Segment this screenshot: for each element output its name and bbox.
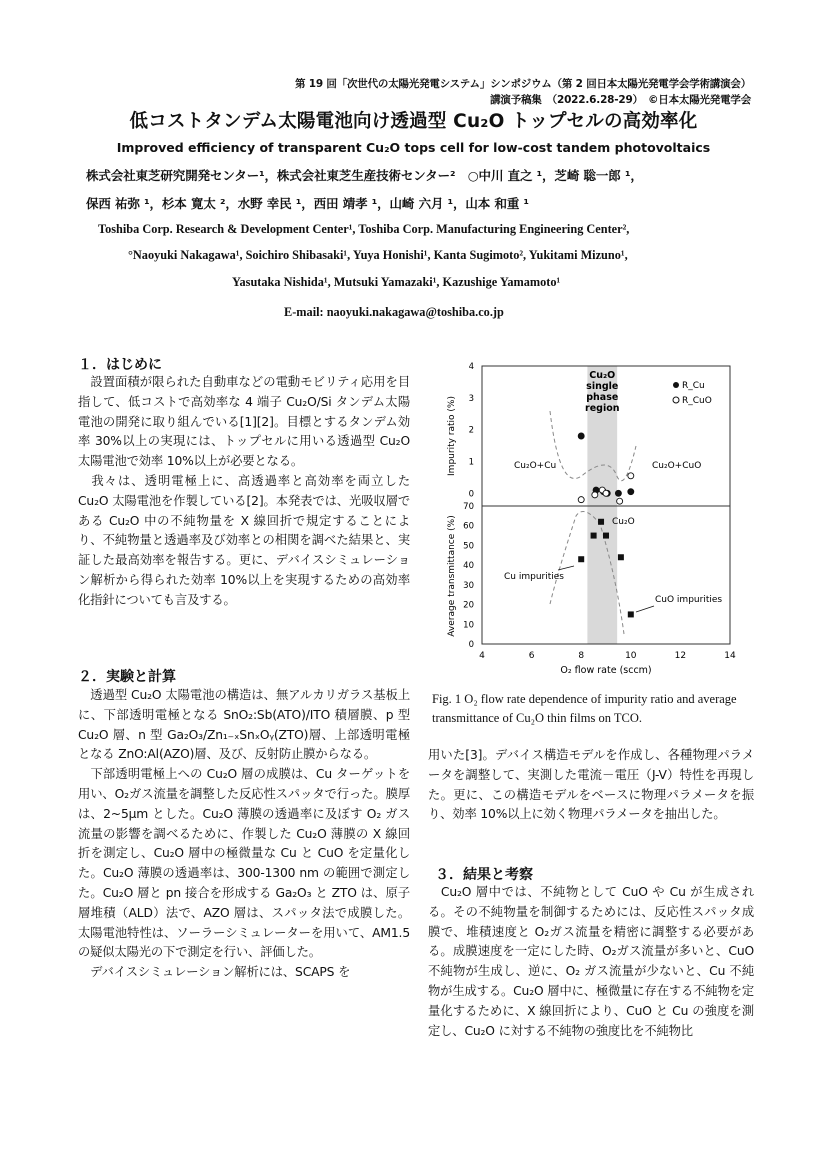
- legend-r-cuo: R_CuO: [682, 396, 712, 406]
- label-cu2o-cu: Cu₂O+Cu: [514, 461, 557, 471]
- authors-ja-line1: 株式会社東芝研究開発センター¹，株式会社東芝生産技術センター² ○中川 直之 ¹，芝崎 聡一郎 ¹，: [86, 168, 643, 183]
- bottom-y-tick-labels: [463, 502, 474, 650]
- x-tick-labels: [479, 651, 736, 661]
- email: E-mail: naoyuki.nakagawa@toshiba.co.jp: [284, 305, 504, 319]
- arrow-cuo-impurities: [636, 606, 654, 612]
- bottom-y-tick-label: 0: [468, 640, 474, 650]
- authors-en-line2: Yasutaka Nishida¹, Mutsuki Yamazaki¹, Kazushige Yamamoto¹: [232, 275, 561, 289]
- r-cu-point: [578, 433, 584, 439]
- transmittance-point: [603, 533, 609, 539]
- top-y-tick-label: 1: [468, 457, 474, 468]
- top-y-tick-labels: [469, 362, 474, 499]
- bottom-y-tick-label: 50: [463, 541, 474, 552]
- title-english: Improved efficiency of transparent Cu₂O tops cell for low-cost tandem photovoltaics: [116, 140, 711, 155]
- authors-ja-line2: 保西 祐弥 ¹，杉本 寛太 ²，水野 幸民 ¹，西田 靖孝 ¹，山崎 六月 ¹，山本 和重 ¹: [86, 196, 529, 211]
- transmittance-point: [591, 533, 597, 539]
- legend-marker-r-cuo: [673, 397, 679, 403]
- proceedings-header-line2: 講演予稿集 （2022.6.28-29） ©日本太陽光発電学会: [490, 94, 751, 106]
- x-axis-label: O₂ flow rate (sccm): [560, 665, 652, 676]
- r-cuo-point: [592, 492, 598, 498]
- band-label-line2: single: [586, 381, 619, 392]
- bottom-y-tick-label: 20: [463, 600, 474, 611]
- band-label-line3: phase: [586, 392, 619, 403]
- transmittance-point: [598, 519, 604, 525]
- section-1-body: [78, 373, 410, 611]
- section-2-paragraph-3: デバイスシミュレーション解析には、SCAPS を: [78, 965, 351, 980]
- top-y-tick-label: 4: [468, 362, 474, 372]
- band-label-line4: region: [585, 403, 620, 414]
- legend-marker-r-cu: [673, 382, 679, 388]
- x-tick-label: 6: [528, 651, 535, 661]
- section-2-paragraph-2: 下部透明電極上への Cu₂O 層の成膜は、Cu ターゲットを用い、O₂ガス流量を調整した反応性スパッタで行った。膜厚は、2~5μm とした。Cu₂O 薄膜の透過率に及ぼす O₂ ガス流量の影響を調べるために、作製した Cu₂O 薄膜の X 線回折を測定し、Cu₂O 層中の極微量な Cu と CuO を定量化した。Cu₂O 薄膜の透過率は、300-1300 nm の範囲で測定した。Cu₂O 層と pn 接合を形成する Ga₂O₃ と ZTO は、原子層堆積（ALD）法で、AZO 層は、スパッタ法で成膜した。太陽電池特性は、ソーラーシミュレーターを用いて、AM1.5 の疑似太陽光の下で測定を行い、評価した。: [78, 767, 410, 960]
- figure-1-chart: [440, 356, 740, 686]
- label-cu2o: Cu₂O: [612, 517, 635, 527]
- bottom-y-tick-label: 70: [463, 502, 474, 512]
- top-y-axis-label: Impurity ratio (%): [447, 396, 457, 476]
- label-cuo-impurities: CuO impurities: [655, 595, 723, 605]
- authors-en-line1: °Naoyuki Nakagawa¹, Soichiro Shibasaki¹, Yuya Honishi¹, Kanta Sugimoto², Yukitami Mizuno¹,: [128, 248, 628, 262]
- r-cuo-point: [628, 473, 634, 479]
- proceedings-header-line1: 第 19 回「次世代の太陽光発電システム」シンポジウム（第 2 回日本太陽光発電学会学術講演会）: [294, 78, 751, 90]
- band-label-line1: Cu₂O: [589, 370, 616, 381]
- r-cu-point: [628, 489, 634, 495]
- bottom-y-tick-label: 40: [463, 561, 474, 572]
- x-tick-label: 10: [625, 651, 637, 661]
- transmittance-point: [578, 556, 584, 562]
- section-2-paragraph-1: 透過型 Cu₂O 太陽電池の構造は、無アルカリガラス基板上に、下部透明電極となる SnO₂:Sb(ATO)/ITO 積層膜、p 型 Cu₂O 層、n 型 Ga₂O₃/Zn₁₋ₓSnₓOᵧ(ZTO)層、上部透明電極となる ZnO:Al(AZO)層、及び、反射防止膜からなる。: [78, 688, 410, 762]
- transmittance-point: [628, 611, 634, 617]
- section-2-body: [78, 686, 410, 983]
- x-tick-label: 4: [479, 651, 485, 661]
- section-2-continuation: 用いた[3]。デバイス構造モデルを作成し、各種物理パラメータを調整して、実測した電流－電圧（J-V）特性を再現した。更に、この構造モデルをベースに物理パラメータを振り、効率 10%以上に効く物理パラメータを抽出した。: [428, 748, 754, 822]
- section-1-paragraph-1: 設置面積が限られた自動車などの電動モビリティ応用を目指して、低コストで高効率な 4 端子 Cu₂O/Si タンデム太陽電池の開発に取り組んでいる[1][2]。目標とするタンデム効率 30%以上の実現には、トップセルに用いる透過型 Cu₂O 太陽電池で効率 10%以上が必要となる。: [78, 375, 410, 469]
- bottom-y-tick-label: 10: [463, 620, 474, 631]
- r-cuo-point: [578, 497, 584, 503]
- label-cu-impurities: Cu impurities: [504, 572, 564, 582]
- top-y-tick-label: 2: [468, 425, 474, 436]
- x-tick-label: 12: [674, 651, 687, 661]
- transmittance-point: [618, 554, 624, 560]
- top-y-tick-label: 3: [468, 393, 474, 404]
- top-y-tick-label: 0: [468, 489, 474, 500]
- bottom-y-tick-label: 30: [463, 580, 474, 591]
- label-cu2o-cuo: Cu₂O+CuO: [652, 461, 702, 471]
- affiliations-en: Toshiba Corp. Research & Development Center¹, Toshiba Corp. Manufacturing Engineering Center²,: [98, 222, 630, 236]
- legend-r-cu: R_Cu: [682, 381, 705, 391]
- figure-caption: Fig. 1 O₂ flow rate dependence of impurity ratio and average transmittance of Cu₂O thin films on TCO.: [432, 692, 737, 725]
- section-2-heading: ２．実験と計算: [78, 669, 176, 685]
- r-cuo-point: [617, 498, 623, 504]
- section-3-body: Cu₂O 層中では、不純物として CuO や Cu が生成される。その不純物量を制御するためには、反応性スパッタ成膜で、堆積速度と O₂ガス流量を精密に調整する必要がある。成膜速度を一定にした時、O₂ガス流量が多いと、CuO 不純物が生成し、逆に、O₂ ガス流量が少ないと、Cu 不純物が生成する。Cu₂O 層中に、極微量に存在する不純物を定量化するために、X 線回折により、CuO と Cu の強度を測定し、Cu₂O に対する不純物の強度比を不純物比: [428, 885, 754, 1038]
- x-tick-label: 14: [724, 651, 736, 661]
- section-3-heading: ３．結果と考察: [435, 867, 533, 883]
- r-cu-point: [615, 490, 621, 496]
- x-tick-label: 8: [578, 651, 585, 661]
- title-japanese: 低コストタンデム太陽電池向け透過型 Cu₂O トップセルの高効率化: [129, 111, 698, 132]
- bottom-y-tick-label: 60: [463, 521, 474, 532]
- bottom-y-axis-label: Average transmittance (%): [447, 515, 457, 637]
- section-1-paragraph-2: 我々は、透明電極上に、高透過率と高効率を両立した Cu₂O 太陽電池を作製している[2]。本発表では、光吸収層である Cu₂O 中の不純物量を X 線回折で規定することにより、不純物量と透過率及び効率との相関を調べた結果と、実証した最高効率を報告する。更に、デバイスシミュレーション解析から得られた効率 10%以上を実現するための高効率化指針についても言及する。: [78, 473, 410, 607]
- section-1-heading: １．はじめに: [78, 357, 162, 373]
- r-cuo-point: [603, 490, 609, 496]
